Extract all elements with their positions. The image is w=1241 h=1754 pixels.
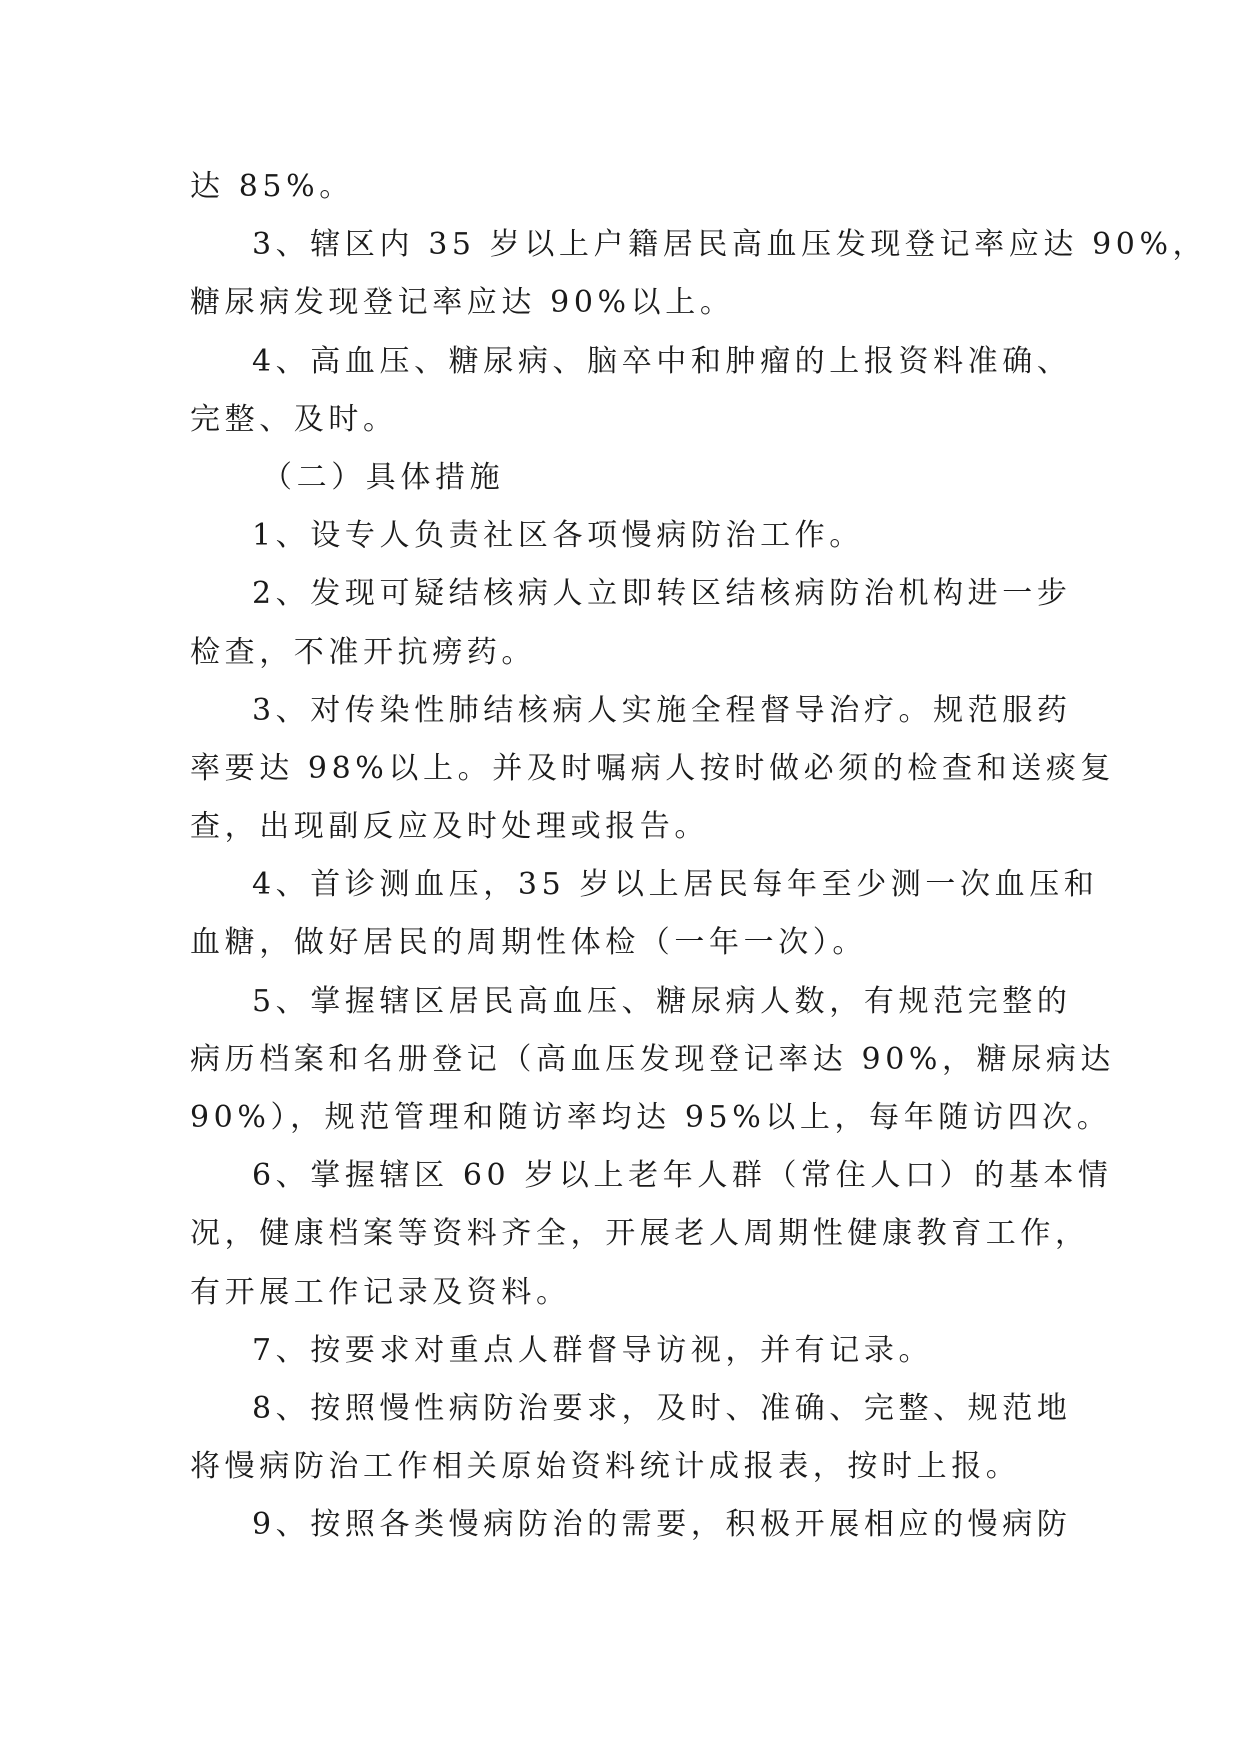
- section-heading: （二）具体措施: [262, 459, 505, 495]
- text-line-continuation: 将慢病防治工作相关原始资料统计成报表，按时上报。: [190, 1449, 1021, 1485]
- text-line-continuation: 完整、及时。: [190, 401, 398, 437]
- text-line-item-3: 3、辖区内 35 岁以上户籍居民高血压发现登记率应达 90%，: [252, 227, 1208, 263]
- text-line-measure-6: 6、掌握辖区 60 岁以上老年人群（常住人口）的基本情: [252, 1158, 1113, 1194]
- text-line-measure-3: 3、对传染性肺结核病人实施全程督导治疗。规范服药: [252, 692, 1072, 728]
- text-line-measure-7: 7、按要求对重点人群督导访视，并有记录。: [252, 1332, 934, 1368]
- text-line-continuation: 检查，不准开抗痨药。: [190, 634, 536, 670]
- text-line-continuation: 90%），规范管理和随访率均达 95%以上，每年随访四次。: [190, 1100, 1112, 1135]
- text-line-continuation: 查，出现副反应及时处理或报告。: [190, 809, 709, 845]
- text-line-measure-5: 5、掌握辖区居民高血压、糖尿病人数，有规范完整的: [252, 983, 1072, 1019]
- text-line-item-4: 4、高血压、糖尿病、脑卒中和肿瘤的上报资料准确、: [252, 343, 1072, 379]
- text-line-measure-4: 4、首诊测血压，35 岁以上居民每年至少测一次血压和: [252, 867, 1099, 903]
- text-line-measure-1: 1、设专人负责社区各项慢病防治工作。: [252, 518, 864, 554]
- text-line-continuation: 病历档案和名册登记（高血压发现登记率达 90%，糖尿病达: [190, 1041, 1116, 1077]
- text-line-continuation: 况，健康档案等资料齐全，开展老人周期性健康教育工作，: [190, 1216, 1090, 1252]
- text-line-measure-9: 9、按照各类慢病防治的需要，积极开展相应的慢病防: [252, 1507, 1072, 1543]
- document-body: [190, 158, 1208, 1555]
- text-line-measure-2: 2、发现可疑结核病人立即转区结核病防治机构进一步: [252, 576, 1072, 612]
- text-line-continuation: 达 85%。: [190, 169, 354, 204]
- text-line-continuation: 有开展工作记录及资料。: [190, 1274, 571, 1310]
- text-line-measure-8: 8、按照慢性病防治要求，及时、准确、完整、规范地: [252, 1390, 1072, 1426]
- text-line-continuation: 血糖，做好居民的周期性体检（一年一次）。: [190, 925, 867, 961]
- text-line-continuation: 糖尿病发现登记率应达 90%以上。: [190, 285, 735, 321]
- text-line-continuation: 率要达 98%以上。并及时嘱病人按时做必须的检查和送痰复: [190, 750, 1116, 786]
